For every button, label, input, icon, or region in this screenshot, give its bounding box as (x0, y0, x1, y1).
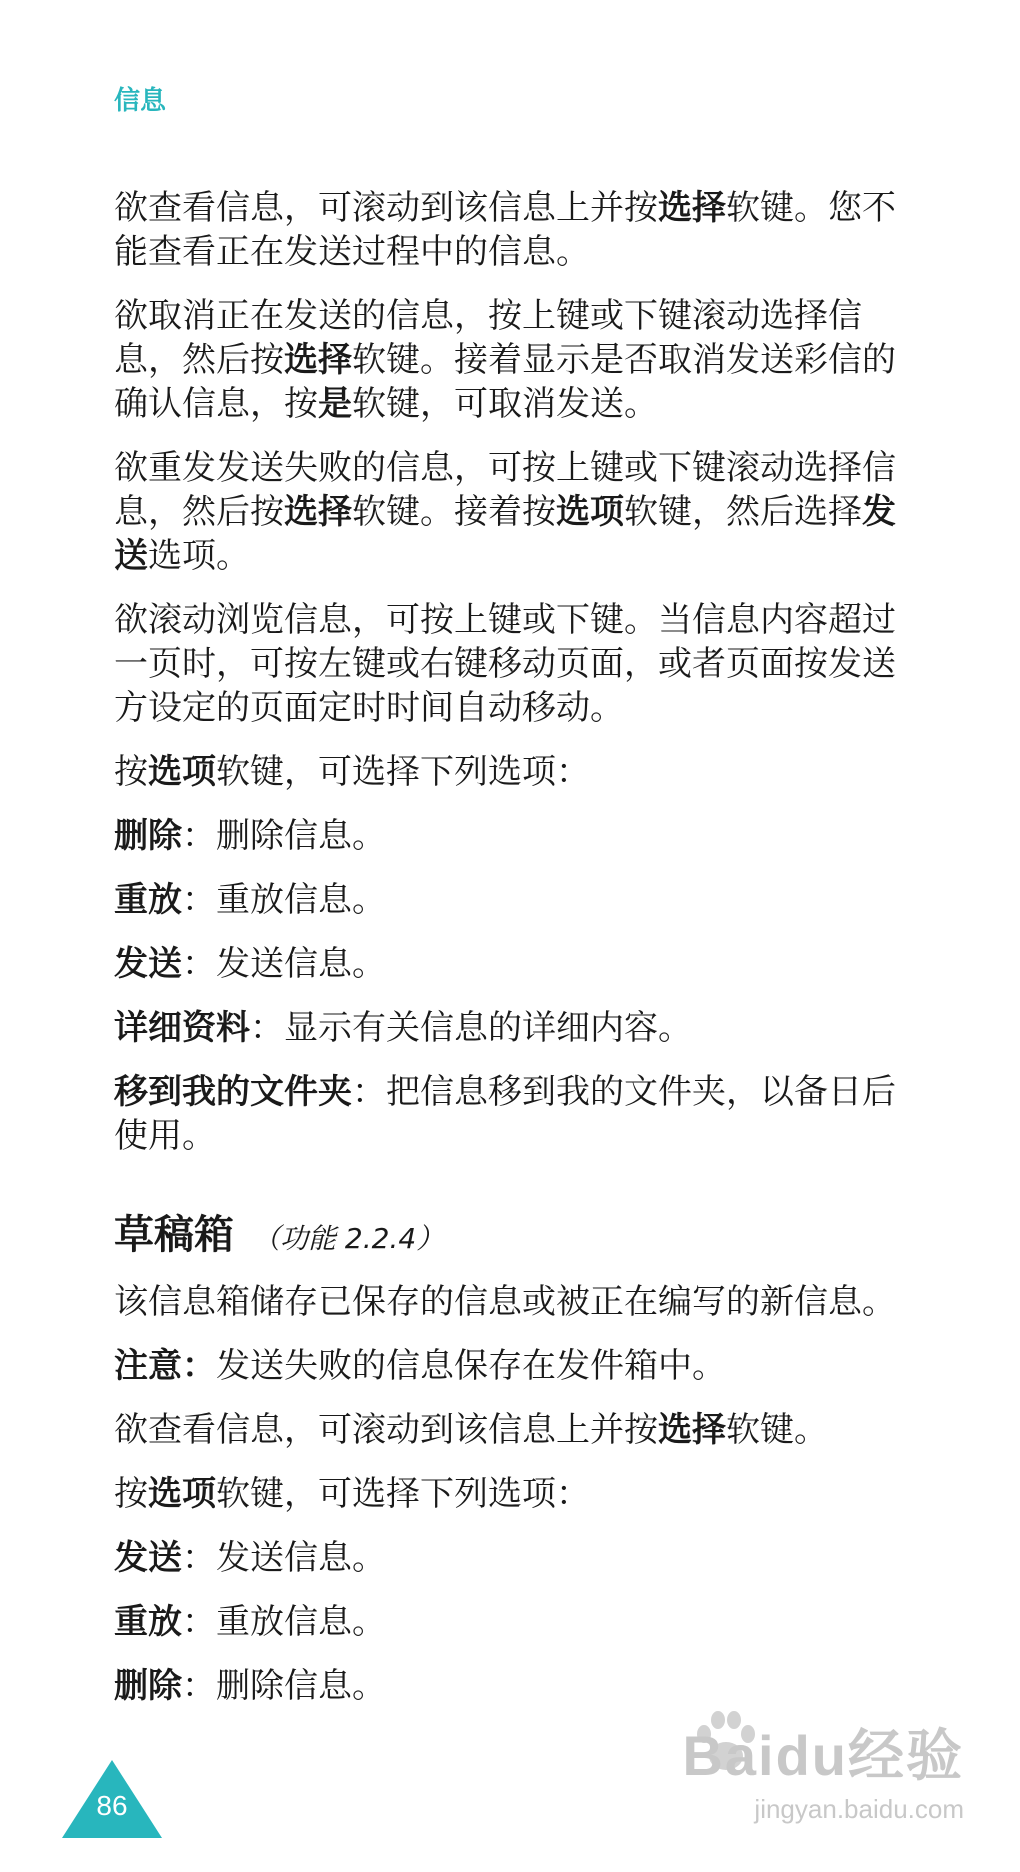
function-reference: （功能 2.2.4） (252, 1222, 445, 1255)
section-title: 草稿箱 （功能 2.2.4） (114, 1212, 445, 1258)
option-item: 发送：发送信息。 (114, 1538, 386, 1578)
running-header: 信息 (114, 86, 167, 116)
paragraph-scroll: 欲滚动浏览信息，可按上键或下键。当信息内容超过一页时，可按左键或右键移动页面，或者页面按发送方设定的页面定时时间自动移动。 (114, 600, 896, 728)
paragraph-cancel-send: 欲取消正在发送的信息，按上键或下键滚动选择信息，然后按选择软键。接着显示是否取消发送彩信的确认信息，按是软键，可取消发送。 (114, 296, 896, 424)
options-list (114, 814, 914, 1158)
paragraph-view-message: 欲查看信息，可滚动到该信息上并按选择软键。您不能查看正在发送过程中的信息。 (114, 188, 896, 272)
page-number: 86 (96, 1790, 128, 1821)
softkey-select: 选择 (284, 340, 352, 380)
watermark-url: jingyan.baidu.com (754, 1794, 964, 1824)
softkey-options: 选项 (148, 752, 216, 792)
option-item: 删除：删除信息。 (114, 1666, 386, 1706)
paragraph-view-draft: 欲查看信息，可滚动到该信息上并按选择软键。 (114, 1410, 828, 1450)
option-item: 重放：重放信息。 (114, 880, 386, 920)
watermark-logo: Baidu经验 (682, 1724, 964, 1787)
option-send: 发送 (114, 492, 896, 576)
paragraph-drafts-desc: 该信息箱储存已保存的信息或被正在编写的新信息。 (114, 1282, 896, 1322)
option-item: 详细资料：显示有关信息的详细内容。 (114, 1008, 692, 1048)
option-item: 移到我的文件夹：把信息移到我的文件夹，以备日后使用。 (114, 1072, 896, 1156)
paragraph-resend: 欲重发发送失败的信息，可按上键或下键滚动选择信息，然后按选择软键。接着按选项软键，然后选择发送选项。 (114, 448, 896, 576)
softkey-options: 选项 (148, 1474, 216, 1514)
options-list (114, 1536, 914, 1708)
baidu-jingyan-watermark (682, 1712, 964, 1825)
softkey-select: 选择 (284, 492, 352, 532)
option-item: 重放：重放信息。 (114, 1602, 386, 1642)
note-label: 注意： (114, 1346, 216, 1386)
softkey-yes: 是 (318, 384, 352, 424)
option-item: 发送：发送信息。 (114, 944, 386, 984)
page-content (114, 186, 914, 1728)
paragraph-options-intro: 按选项软键，可选择下列选项： (114, 1474, 590, 1514)
softkey-options: 选项 (556, 492, 624, 532)
paragraph-options-intro: 按选项软键，可选择下列选项： (114, 752, 590, 792)
option-item: 删除：删除信息。 (114, 816, 386, 856)
softkey-select: 选择 (658, 188, 726, 228)
paragraph-note: 注意：发送失败的信息保存在发件箱中。 (114, 1346, 726, 1386)
softkey-select: 选择 (658, 1410, 726, 1450)
